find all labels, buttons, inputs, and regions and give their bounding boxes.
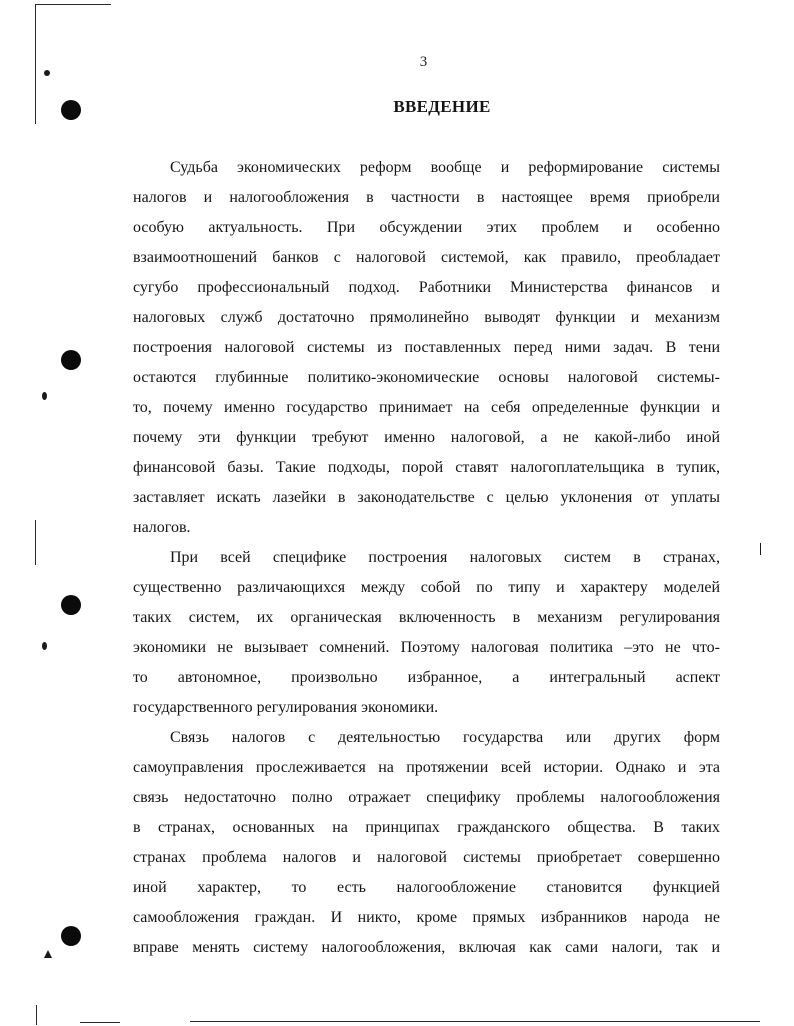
text-line: построения налоговой системы из поставленных перед ними задач. В тени [133, 339, 720, 356]
text-line: При всей специфике построения налоговых систем в странах, [170, 549, 720, 566]
text-line: почему эти функции требуют именно налоговой, а не какой-либо иной [133, 429, 720, 446]
scan-speck [760, 543, 761, 555]
text-line: Связь налогов с деятельностью государства или других форм [170, 729, 720, 746]
binder-hole [61, 926, 81, 946]
text-line: налогов. [133, 519, 191, 536]
text-line: экономики не вызывает сомнений. Поэтому налоговая политика –это не что- [133, 639, 720, 656]
text-line: то автономное, произвольно избранное, а интегральный аспект [133, 669, 720, 686]
text-line: особую актуальность. При обсуждении этих проблем и особенно [133, 219, 720, 236]
text-line: налоговых служб достаточно прямолинейно выводят функции и механизм [133, 309, 720, 326]
text-line: странах проблема налогов и налоговой системы приобретает совершенно [133, 849, 720, 866]
text-line: сугубо профессиональный подход. Работники Министерства финансов и [133, 279, 720, 296]
page-number: 3 [419, 54, 428, 70]
scan-edge-line [80, 1022, 120, 1023]
text-line: Судьба экономических реформ вообще и реформирование системы [170, 159, 720, 176]
scan-speck [44, 950, 52, 958]
text-line: вправе менять систему налогообложения, включая как сами налоги, так и [133, 939, 720, 956]
text-line: финансовой базы. Такие подходы, порой ставят налогоплательщика в тупик, [133, 459, 720, 476]
page-title: ВВЕДЕНИЕ [393, 97, 491, 116]
binder-hole [61, 350, 81, 370]
text-line: иной характер, то есть налогообложение становится функцией [133, 879, 720, 896]
scan-edge-line [190, 1021, 760, 1022]
scan-edge-line [35, 520, 36, 565]
text-line: самообложения граждан. И никто, кроме прямых избранников народа не [133, 909, 720, 926]
text-line: в странах, основанных на принципах гражданского общества. В таких [133, 819, 720, 836]
text-line: остаются глубинные политико-экономические основы налоговой системы- [133, 369, 720, 386]
text-line: связь недостаточно полно отражает специфику проблемы налогообложения [133, 789, 720, 806]
body-text [133, 153, 720, 963]
scan-speck [42, 392, 47, 400]
scan-edge-line [36, 1005, 37, 1025]
text-line: то, почему именно государство принимает на себя определенные функции и [133, 399, 720, 416]
scan-edge-line [35, 4, 111, 5]
scan-speck [42, 642, 47, 650]
text-line: таких систем, их органическая включенность в механизм регулирования [133, 609, 720, 626]
text-line: самоуправления прослеживается на протяжении всей истории. Однако и эта [133, 759, 720, 776]
binder-hole [61, 595, 81, 615]
text-line: существенно различающихся между собой по типу и характеру моделей [133, 579, 720, 596]
text-line: государственного регулирования экономики. [133, 699, 439, 716]
text-line: взаимоотношений банков с налоговой системой, как правило, преобладает [133, 249, 720, 266]
text-line: заставляет искать лазейки в законодательстве с целью уклонения от уплаты [133, 489, 720, 506]
text-line: налогов и налогообложения в частности в настоящее время приобрели [133, 189, 720, 206]
